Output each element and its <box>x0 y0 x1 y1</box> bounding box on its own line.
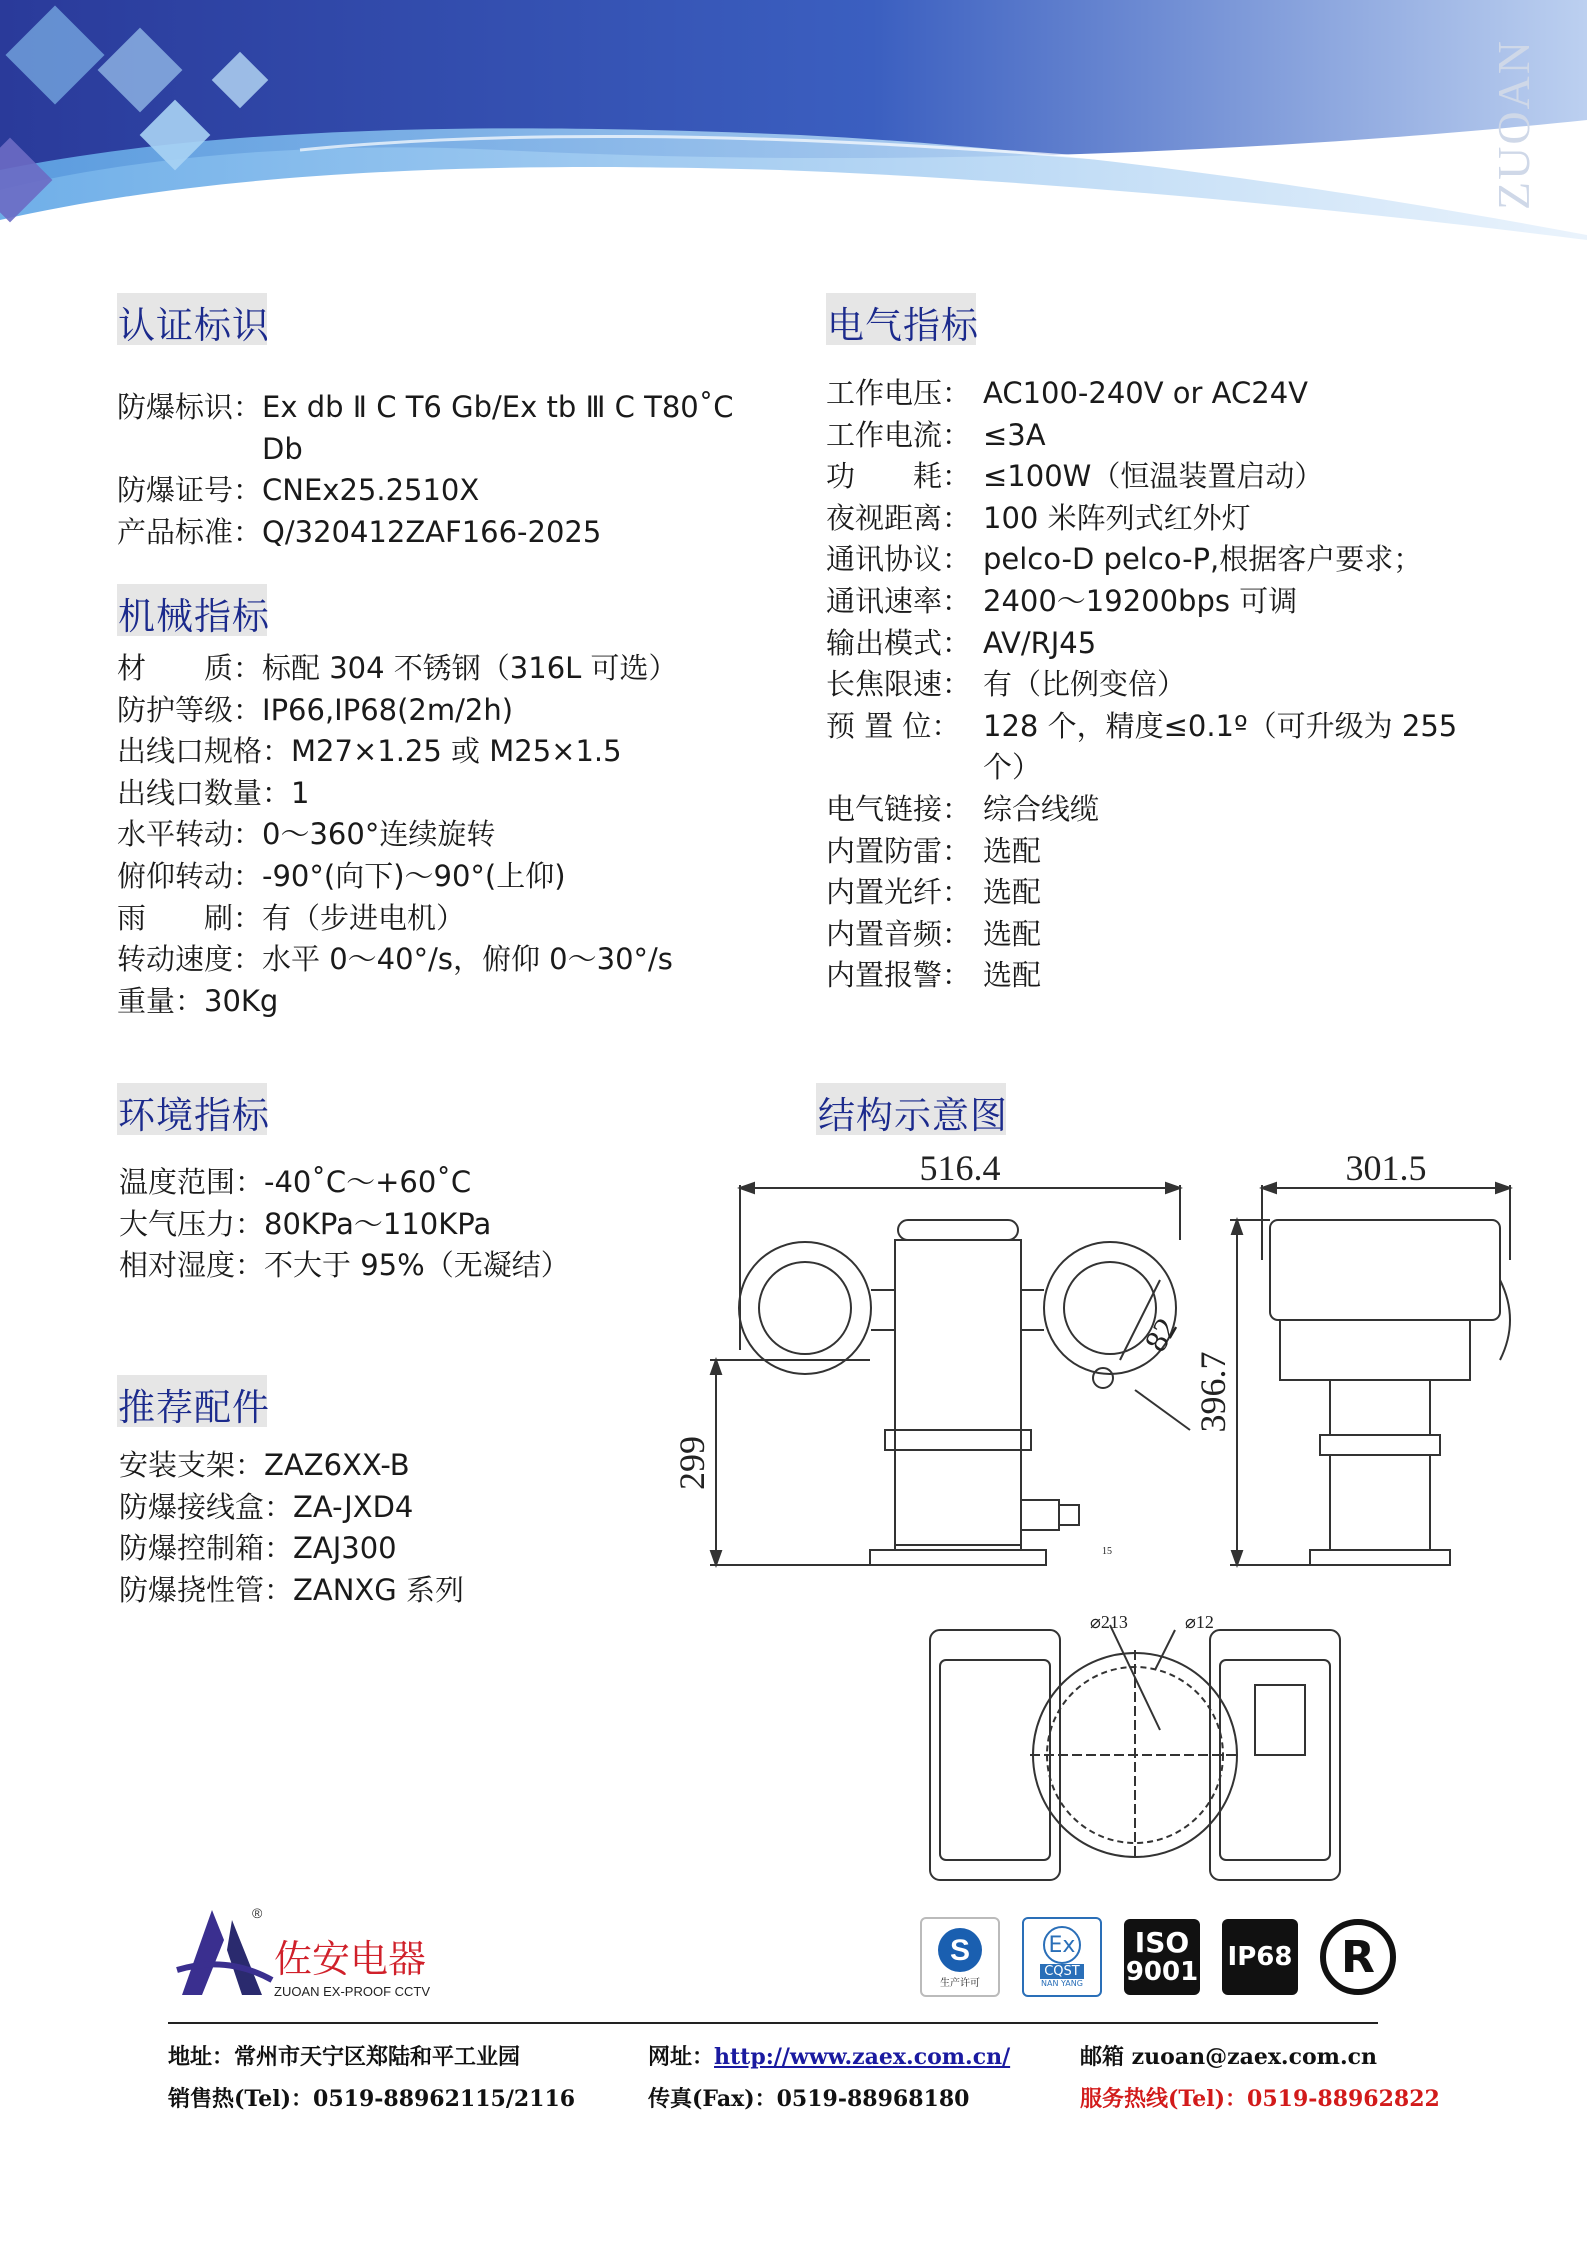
spec-value: 选配 <box>983 916 1042 951</box>
registered-badge <box>1320 1919 1396 1995</box>
spec-label: 内置音频： <box>826 916 972 951</box>
spec-value: IP66,IP68(2m/2h) <box>262 692 514 727</box>
spec-label: 俯仰转动： <box>117 858 263 893</box>
footer-sales-tel: 销售热(Tel)：0519-88962115/2116 <box>168 2086 576 2112</box>
spec-row <box>117 387 757 470</box>
spec-label: 防爆证号： <box>117 473 263 508</box>
spec-value: ≤3A <box>983 417 1046 452</box>
spec-value: 100 米阵列式红外灯 <box>983 500 1251 535</box>
website-link[interactable]: http://www.zaex.com.cn/ <box>714 2044 1011 2070</box>
spec-label: 重量： <box>117 983 205 1018</box>
svg-text:ZUOAN: ZUOAN <box>1488 39 1539 210</box>
spec-label: 内置报警： <box>826 958 972 993</box>
spec-row <box>826 706 1526 789</box>
dim-diameter-large: ⌀213 <box>1090 1612 1128 1632</box>
spec-row <box>826 623 1526 665</box>
spec-label: 温度范围： <box>119 1165 265 1199</box>
dim-diameter-small: ⌀12 <box>1185 1612 1214 1632</box>
spec-row <box>119 1245 759 1287</box>
dim-side-width: 301.5 <box>1345 1148 1427 1188</box>
spec-row <box>117 898 757 940</box>
spec-value: ZAZ6XX-B <box>264 1448 410 1482</box>
spec-label: 材 质： <box>117 651 263 685</box>
spec-row <box>826 415 1526 457</box>
registered-icon: R <box>1341 1931 1375 1983</box>
spec-row <box>826 955 1526 997</box>
section-title-certification: 认证标识 <box>118 304 270 347</box>
cqst-label: CQST <box>1040 1964 1084 1979</box>
spec-row <box>117 690 757 732</box>
footer-address: 地址：常州市天宁区郑陆和平工业园 <box>168 2044 521 2070</box>
section-title-environment: 环境指标 <box>118 1094 270 1137</box>
spec-label: 防护等级： <box>117 692 263 727</box>
spec-label: 功 耗： <box>826 459 972 494</box>
iso-number: 9001 <box>1125 1957 1199 1987</box>
spec-value: 选配 <box>983 833 1042 868</box>
ex-label: Ex <box>1043 1926 1081 1964</box>
spec-row <box>826 872 1526 914</box>
spec-label: 通讯协议： <box>826 542 972 577</box>
spec-value: 80KPa～110KPa <box>264 1206 492 1241</box>
spec-value: AV/RJ45 <box>983 625 1097 660</box>
company-logo <box>172 1900 472 2010</box>
spec-value: ZANXG 系列 <box>293 1572 464 1607</box>
spec-row <box>826 581 1526 623</box>
spec-label: 内置防雷： <box>826 833 972 868</box>
spec-row <box>117 981 757 1023</box>
spec-row <box>117 648 757 690</box>
spec-value: 128 个，精度≤0.1º（可升级为 255 个） <box>983 708 1458 785</box>
footer-email: 邮箱 zuoan@zaex.com.cn <box>1080 2044 1377 2070</box>
spec-value: Ex db Ⅱ C T6 Gb/Ex tb Ⅲ C T80˚C Db <box>262 390 734 466</box>
logo-name: 佐安电器 <box>274 1937 427 1981</box>
structure-drawing-views <box>672 1130 1540 1610</box>
spec-row <box>119 1528 759 1570</box>
spec-label: 出线口规格： <box>117 734 292 769</box>
qs-badge-label: 生产许可 <box>940 1977 980 1989</box>
dim-front-height: 299 <box>672 1436 712 1490</box>
spec-label: 工作电压： <box>826 376 972 410</box>
ip68-badge <box>1222 1919 1298 1995</box>
spec-value: 2400～19200bps 可调 <box>983 583 1298 618</box>
certification-list <box>117 387 757 553</box>
dim-wiper: 82 <box>1136 1311 1185 1358</box>
ex-cqst-badge <box>1022 1917 1102 1997</box>
accessories-list <box>119 1445 759 1611</box>
spec-value: 水平 0～40°/s，俯仰 0～30°/s <box>262 942 673 977</box>
spec-row <box>826 498 1526 540</box>
spec-value: AC100-240V or AC24V <box>983 376 1309 410</box>
spec-label: 防爆接线盒： <box>119 1489 294 1524</box>
spec-label: 雨 刷： <box>117 900 263 935</box>
spec-value: 有（步进电机） <box>262 900 466 935</box>
spec-row <box>119 1445 759 1487</box>
logo-subtitle: ZUOAN EX-PROOF CCTV <box>274 1984 431 1999</box>
spec-label: 工作电流： <box>826 417 972 452</box>
spec-row <box>117 512 757 554</box>
spec-value: -90°(向下)～90°(上仰) <box>262 858 566 893</box>
spec-label: 长焦限速： <box>826 667 972 702</box>
spec-value: 不大于 95%（无凝结） <box>264 1248 570 1283</box>
spec-label: 内置光纤： <box>826 875 972 910</box>
qs-badge <box>920 1917 1000 1997</box>
spec-label: 预 置 位： <box>826 708 961 743</box>
dim-side-height: 396.7 <box>1193 1351 1233 1433</box>
footer-hotline: 服务热线(Tel)：0519-88962822 <box>1080 2086 1440 2112</box>
spec-row <box>826 914 1526 956</box>
section-title-accessories: 推荐配件 <box>118 1386 270 1429</box>
header-banner <box>0 0 1587 240</box>
spec-label: 产品标准： <box>117 514 263 549</box>
spec-label: 水平转动： <box>117 817 263 852</box>
spec-label: 防爆标识： <box>117 390 263 424</box>
footer-website <box>648 2040 1010 2071</box>
spec-row <box>117 773 757 815</box>
spec-value: 1 <box>291 775 310 810</box>
spec-value: 标配 304 不锈钢（316L 可选） <box>262 651 678 685</box>
spec-value: 选配 <box>983 875 1042 910</box>
ip68-label: IP68 <box>1227 1942 1293 1972</box>
spec-row <box>117 814 757 856</box>
spec-value: 0～360°连续旋转 <box>262 817 496 852</box>
spec-row <box>826 456 1526 498</box>
spec-value: 30Kg <box>204 983 279 1018</box>
spec-label: 通讯速率： <box>826 583 972 618</box>
spec-row <box>119 1487 759 1529</box>
dim-front-width: 516.4 <box>919 1148 1001 1188</box>
spec-label: 大气压力： <box>119 1206 265 1241</box>
spec-label: 电气链接： <box>826 791 972 826</box>
spec-label: 输出模式： <box>826 625 972 660</box>
spec-row <box>826 539 1526 581</box>
certification-badges <box>920 1912 1400 2002</box>
spec-row <box>119 1204 759 1246</box>
iso9001-badge <box>1124 1919 1200 1995</box>
svg-text:S: S <box>949 1933 971 1967</box>
iso-label: ISO <box>1134 1926 1190 1959</box>
spec-row <box>826 373 1526 415</box>
footer-fax: 传真(Fax)：0519-88968180 <box>648 2086 970 2112</box>
spec-value: Q/320412ZAF166-2025 <box>262 514 602 549</box>
spec-label: 安装支架： <box>119 1448 265 1482</box>
dim-small-mark: 15 <box>1102 1546 1112 1557</box>
spec-label: 转动速度： <box>117 942 263 977</box>
spec-row <box>826 789 1526 831</box>
section-title-structure: 结构示意图 <box>818 1094 1008 1137</box>
spec-row <box>117 470 757 512</box>
spec-row <box>826 831 1526 873</box>
spec-row <box>117 939 757 981</box>
spec-row <box>119 1162 759 1204</box>
section-title-electrical: 电气指标 <box>827 304 979 347</box>
environment-list <box>119 1162 759 1287</box>
electrical-list <box>826 373 1526 997</box>
spec-label: 相对湿度： <box>119 1248 265 1283</box>
nanyang-label: NAN YANG <box>1041 1979 1083 1988</box>
website-label: 网址： <box>648 2044 715 2070</box>
svg-text:®: ® <box>252 1905 263 1921</box>
footer-divider <box>168 2022 1378 2024</box>
spec-value: ≤100W（恒温装置启动） <box>983 459 1324 494</box>
spec-row <box>826 664 1526 706</box>
spec-value: CNEx25.2510X <box>262 473 480 508</box>
spec-value: 有（比例变倍） <box>983 667 1187 702</box>
spec-value: ZAJ300 <box>293 1531 397 1566</box>
spec-value: -40˚C～+60˚C <box>264 1165 472 1199</box>
section-title-mechanical: 机械指标 <box>118 595 270 638</box>
spec-label: 夜视距离： <box>826 500 972 535</box>
spec-label: 防爆控制箱： <box>119 1531 294 1566</box>
spec-label: 出线口数量： <box>117 775 292 810</box>
spec-value: 综合线缆 <box>983 791 1100 826</box>
spec-row <box>117 731 757 773</box>
mechanical-list <box>117 648 757 1022</box>
spec-value: M27×1.25 或 M25×1.5 <box>291 734 622 769</box>
spec-value: ZA-JXD4 <box>293 1489 414 1524</box>
structure-drawing-plan <box>910 1610 1370 1880</box>
spec-row <box>119 1570 759 1612</box>
spec-value: pelco-D pelco-P,根据客户要求； <box>983 542 1423 577</box>
spec-value: 选配 <box>983 958 1042 993</box>
spec-row <box>117 856 757 898</box>
brand-vertical-text <box>1488 20 1559 220</box>
spec-label: 防爆挠性管： <box>119 1572 294 1607</box>
